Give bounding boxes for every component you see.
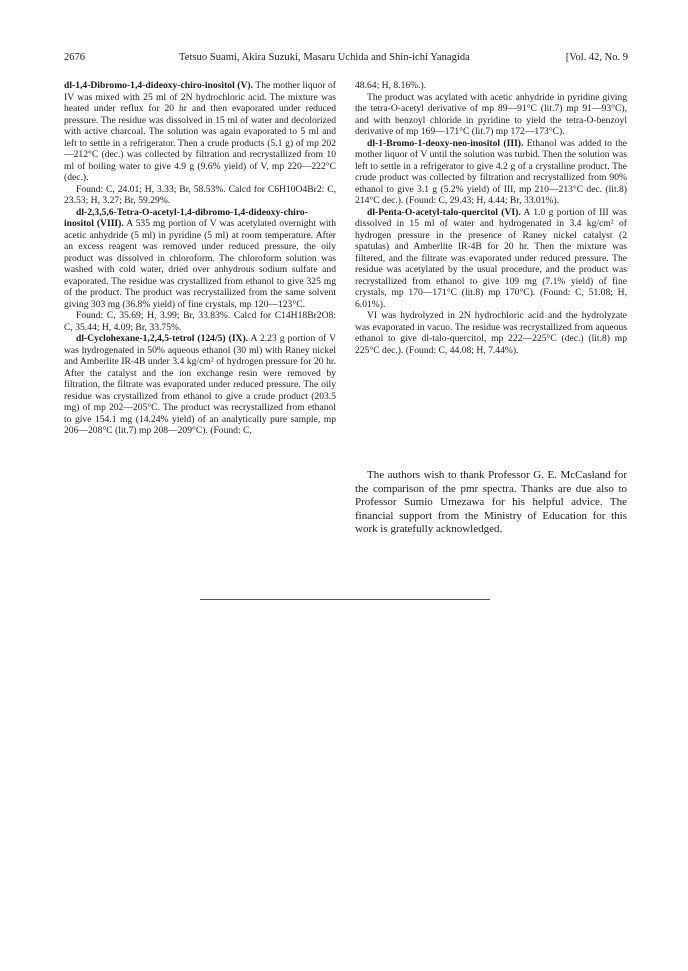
end-rule bbox=[200, 599, 490, 600]
paragraph bbox=[355, 138, 627, 207]
paragraph-text: VI was hydrolyzed in 2N hydrochloric acid and the hydrolyzate was evaporated in vacuo. The residue was recrystallized from aqueous ethanol to give dl-talo-quercitol, mp 222—225°C (dec.) (lit.8) mp 225°C dec.). (Found: C, 44.08; H, 7.44%). bbox=[355, 310, 627, 356]
paragraph bbox=[355, 310, 627, 356]
compound-heading: dl-1-Bromo-1-deoxy-neo-inositol (III). bbox=[367, 137, 524, 149]
paragraph-text: The product was acylated with acetic anhydride in pyridine giving the tetra-O-acetyl derivative of mp 89—91°C (lit.7) mp 91—93°C), and with benzoyl chloride in pyridine to yield the tetra-O-benzoyl derivative of mp 169—171°C (lit.7) mp 172—173°C). bbox=[355, 91, 627, 137]
acknowledgement bbox=[355, 469, 627, 537]
paragraph-text: The mother liquor of IV was mixed with 25 ml of 2N hydrochloric acid. The mixture was heated under reflux for 20 hr and then evaporated under reduced pressure. The residue was dissolved in 15 ml of water and decolorized with active charcoal. The solution was again evaporated to 5 ml and left to settle in a refrigerator. Then a crude products (5.1 g) of mp 202—212°C (dec.) was collected by filtration and recrystallized from 10 ml of boiling water to give 4.9 g (9.6% yield) of V, mp 220—222°C (dec.). bbox=[64, 80, 336, 183]
paragraph bbox=[355, 80, 627, 92]
paragraph-text: A 2.23 g portion of V was hydrogenated in 50% aqueous ethanol (30 ml) with Raney nickel and Amberlite IR-4B under 3.4 kg/cm² of hydrogen pressure for 20 hr. After the catalyst and the ion exchange resin were removed by filtration, the filtrate was evaporated under reduced pressure. The oily residue was crystallized from ethanol to give a crude product (203.5 mg) of mp 202—205°C. The product was recrystallized from ethanol to give 154.1 mg (14.24% yield) of an analytically pure sample, mp 206—208°C (lit.7) mp 208—209°C). (Found: C, bbox=[64, 333, 336, 436]
compound-heading: dl-1,4-Dibromo-1,4-dideoxy-chiro-inositol (V). bbox=[64, 80, 253, 91]
running-authors: Tetsuo Suami, Akira Suzuki, Masaru Uchida and Shin-ichi Yanagida bbox=[179, 52, 470, 63]
compound-heading: dl-Penta-O-acetyl-talo-quercitol (VI). bbox=[367, 206, 521, 218]
page-header bbox=[64, 50, 628, 66]
right-column bbox=[355, 80, 627, 356]
paragraph-text: Found: C, 24.01; H, 3.33; Br, 58.53%. Calcd for C6H10O4Br2: C, 23.53; H, 3.27; Br, 59.29%. bbox=[64, 183, 336, 206]
paragraph-text: A 535 mg portion of V was acetylated overnight with acetic anhydride (5 ml) in pyridine (5 ml) at room temperature. After an excess reagent was removed under reduced pressure, the oily product was dissolved in chloroform. The chloroform solution was washed with cold water, dried over anhydrous sodium sulfate and evaporated. The residue was crystallized from ethanol to give 325 mg of the product. The product was recrystallized from the same solvent giving 303 mg (36.8% yield) of fine crystals, mp 120—123°C. bbox=[64, 218, 337, 310]
paragraph bbox=[355, 207, 627, 311]
paragraph-text: 48.64; H, 8.16%.). bbox=[355, 80, 427, 91]
compound-heading: dl-2,3,5,6-Tetra-O-acetyl-1,4-dibromo-1,4-dideoxy-chiro-inositol (VIII). bbox=[64, 206, 308, 229]
journal-reference: [Vol. 42, No. 9 bbox=[565, 52, 628, 63]
paragraph bbox=[64, 207, 336, 311]
left-column bbox=[64, 80, 336, 437]
compound-heading: dl-Cyclohexane-1,2,4,5-tetrol (124/5) (IX). bbox=[76, 333, 249, 344]
paragraph-text: A 1.0 g portion of III was dissolved in 15 ml of water and hydrogenated in 3.4 kg/cm² of hydrogen pressure in the presence of Raney nickel catalyst (2 spatulas) and Amberlite IR-4B for 20 hr. Then the mixture was filtered, and the filtrate was evaporated under reduced pressure. The residue was acetylated by the usual procedure, and the product was recrystallized from ethanol to give 109 mg (7.1% yield) of fine crystals, mp 170—171°C (lit.8) mp 170°C). (Found: C, 51.08; H, 6.01%). bbox=[355, 206, 627, 310]
paragraph bbox=[64, 184, 336, 207]
paragraph-text: Found: C, 35.69; H, 3.99; Br, 33.83%. Calcd for C14H18Br2O8: C, 35.44; H, 4.09; Br, 33.75%. bbox=[64, 310, 336, 333]
page-number: 2676 bbox=[64, 52, 85, 63]
paragraph bbox=[64, 310, 336, 333]
acknowledgement-text: The authors wish to thank Professor G. E. McCasland for the comparison of the pmr spectra. Thanks are due also to Professor Sumio Umezawa for his helpful advice. The financial support from the Ministry of Education for this work is gratefully acknowledged. bbox=[355, 469, 627, 536]
paragraph bbox=[355, 92, 627, 138]
paragraph bbox=[64, 333, 336, 437]
paragraph bbox=[64, 80, 336, 184]
paragraph-text: Ethanol was added to the mother liquor of V until the solution was turbid. Then the solution was left to settle in a refrigerator to give 4.2 g of a crystalline product. The crude product was collected by filtration and recrystallized from 90% ethanol to give 3.1 g (5.2% yield) of III, mp 210—213°C dec. (lit.8) 214°C dec.). (Found: C, 29.43; H, 4.44; Br, 33.01%). bbox=[355, 137, 628, 206]
